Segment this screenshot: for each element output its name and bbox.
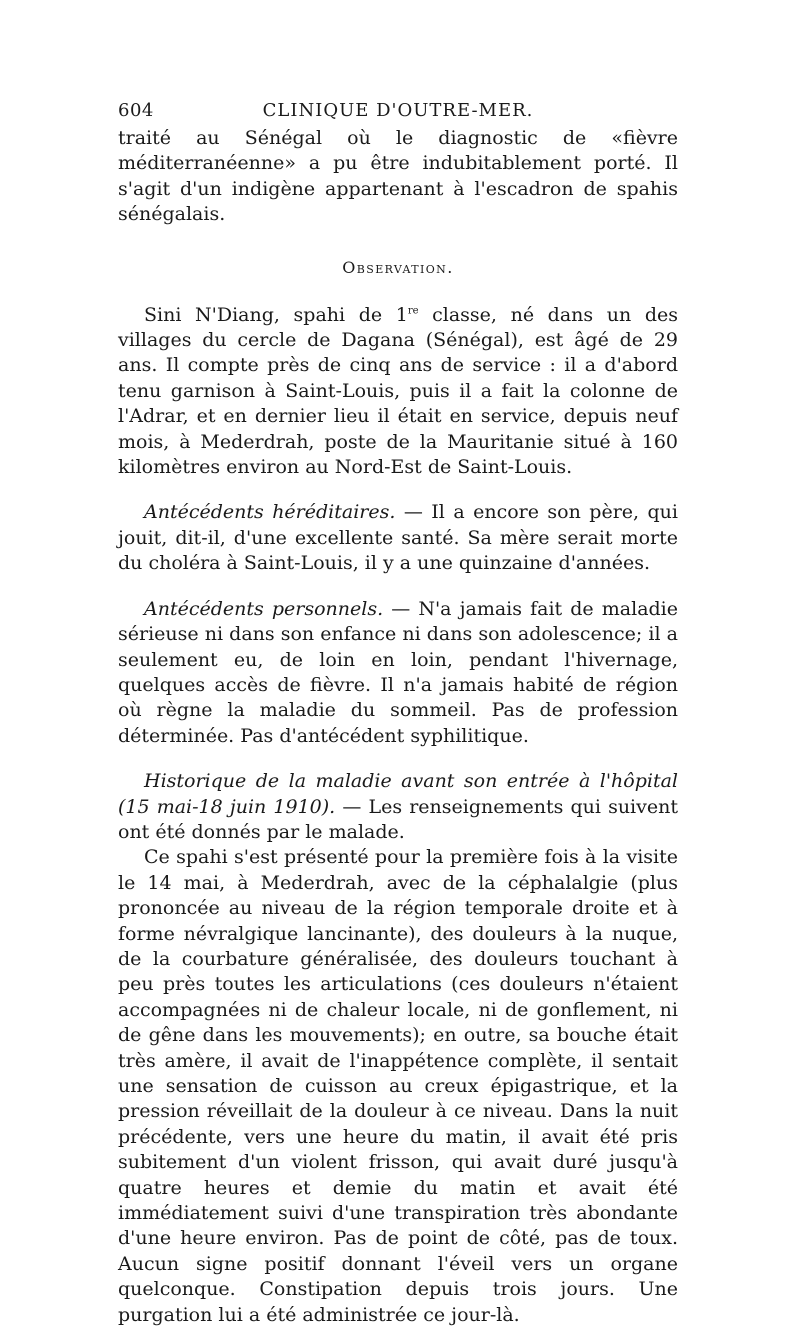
running-head — [118, 100, 678, 126]
intro-paragraph: traité au Sénégal où le diagnostic de «fièvre méditerranéenne» a pu être indubitablement porté. Il s'agit d'un indigène appartenant à l'escadron de spahis sénégalais. — [118, 127, 678, 226]
ordinal-superscript: re — [407, 305, 419, 317]
hereditary-text: — Il a encore son père, qui jouit, dit-il, d'une excellente santé. Sa mère serait morte du choléra à Saint-Louis, il y a une quinzaine d'années. — [118, 501, 678, 575]
hereditary-label: Antécédents héréditaires. — [144, 501, 396, 524]
observation-text-rest: classe, né dans un des villages du cercle de Dagana (Sénégal), est âgé de 29 ans. Il compte près de cinq ans de service : il a d'abord tenu garnison à Saint-Louis, puis il a fait la colonne de l'Adrar, et en dernier lieu il était en service, depuis neuf mois, à Mederdrah, poste de la Mauritanie situé à 160 kilomètres environ au Nord-Est de Saint-Louis. — [118, 303, 678, 479]
running-title: CLINIQUE D'OUTRE-MER. — [262, 100, 534, 121]
hereditary-paragraph — [118, 500, 678, 576]
observation-paragraph — [118, 303, 678, 481]
section-heading: Observation. — [342, 257, 454, 277]
history-label: Historique de la maladie avant son entrée à l'hôpital (15 mai-18 juin 1910). — [118, 770, 678, 818]
personal-text: — N'a jamais fait de maladie sérieuse ni dans son enfance ni dans son adolescence; il a seulement eu, de loin en loin, pendant l'hivernage, quelques accès de fièvre. Il n'a jamais habité de région où règne la maladie du sommeil. Pas de profession déterminée. Pas d'antécédent syphilitique. — [118, 597, 679, 747]
personal-label: Antécédents personnels. — [144, 597, 384, 620]
history-paragraph — [118, 769, 678, 845]
history-details-paragraph: Ce spahi s'est présenté pour la première fois à la visite le 14 mai, à Mederdrah, avec de la céphalalgie (plus prononcée au niveau de la région temporale droite et à forme névralgique lancinante), des douleurs à la nuque, de la courbature généralisée, des douleurs touchant à peu près toutes les articulations (ces douleurs n'étaient accompagnées ni de chaleur locale, ni de gonflement, ni de gêne dans les mouvements); en outre, sa bouche était très amère, il avait de l'inappétence complète, il sentait une sensation de cuisson au creux épigastrique, et la pression réveillait de la douleur à ce niveau. Dans la nuit précédente, vers une heure du matin, il avait été pris subitement d'un violent frisson, qui avait duré jusqu'à quatre heures et demie du matin et avait été immédiatement suivi d'une transpiration très abondante d'une heure environ. Pas de point de côté, pas de toux. Aucun signe positif donnant l'éveil vers un organe quelconque. Constipation depuis trois jours. Une purgation lui a été administrée ce jour-là. — [118, 846, 678, 1326]
page-number: 604 — [118, 100, 154, 121]
personal-paragraph — [118, 597, 678, 749]
history-text: — Les renseignements qui suivent ont été donnés par le malade. — [118, 795, 678, 843]
book-page — [118, 100, 678, 1328]
observation-text-start: Sini N'Diang, spahi de 1 — [144, 303, 408, 326]
